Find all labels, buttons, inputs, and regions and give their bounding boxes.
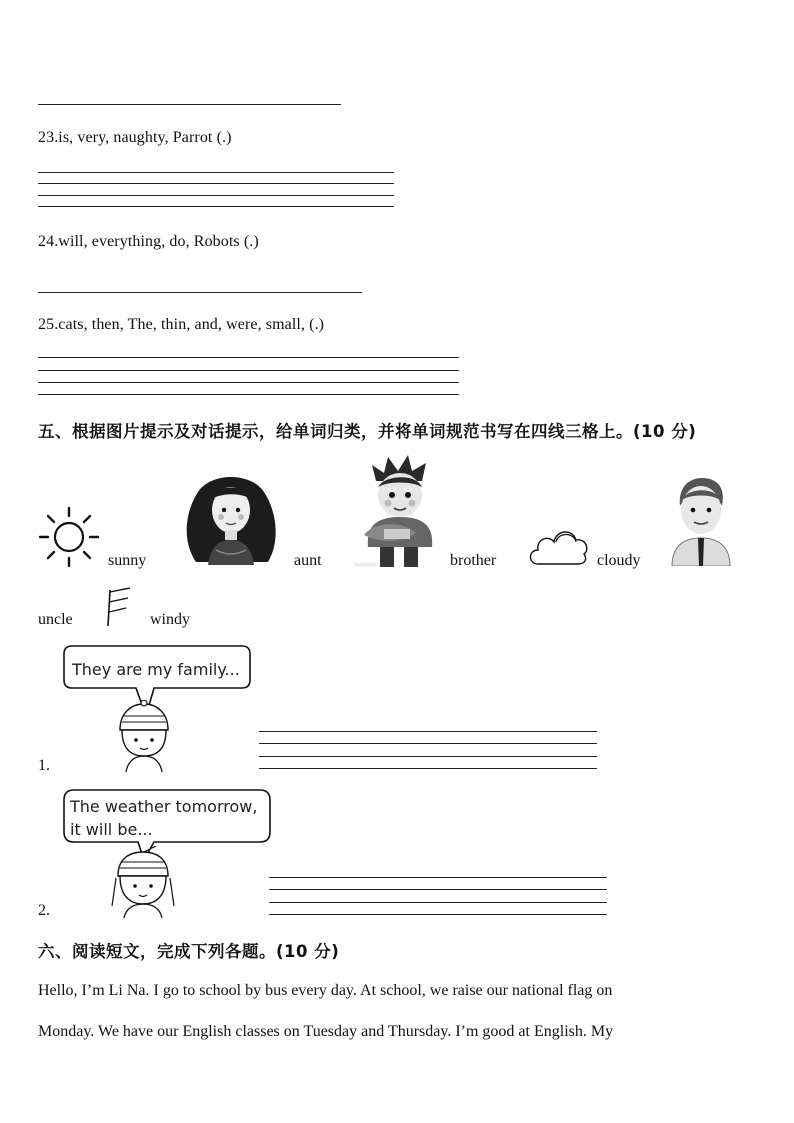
question-24: 24.will, everything, do, Robots (.)	[38, 233, 259, 250]
word-windy: windy	[150, 611, 190, 628]
four-line-grid-line	[259, 743, 597, 744]
four-line-grid-line	[259, 731, 597, 732]
speech-text-line-2: it will be...	[70, 820, 153, 839]
boy-picture	[112, 700, 176, 772]
four-line-grid-line	[38, 195, 394, 196]
section-5-title: 五、根据图片提示及对话提示，给单词归类，并将单词规范书写在四线三格上。(10 分)	[38, 422, 697, 441]
four-line-grid-line	[38, 172, 394, 173]
four-line-grid-line	[38, 183, 394, 184]
cloud-icon	[526, 520, 590, 568]
four-line-grid-line	[269, 902, 607, 903]
speech-text: They are my family...	[72, 660, 240, 679]
four-line-grid-line	[269, 889, 607, 890]
item-number-1: 1.	[38, 757, 50, 774]
question-23: 23.is, very, naughty, Parrot (.)	[38, 129, 232, 146]
four-line-grid-line	[38, 370, 459, 371]
word-sunny: sunny	[108, 552, 147, 569]
four-line-grid-line	[38, 357, 459, 358]
item-number-2: 2.	[38, 902, 50, 919]
passage-line-2: Monday. We have our English classes on Tuesday and Thursday. I’m good at English. My	[38, 1023, 614, 1040]
flag-icon	[104, 586, 138, 628]
four-line-grid-line	[269, 914, 607, 915]
four-line-grid-line	[269, 877, 607, 878]
four-line-grid-line	[38, 382, 459, 383]
uncle-picture	[670, 476, 732, 566]
girl-picture	[108, 846, 178, 918]
answer-line	[38, 292, 362, 293]
word-cloudy: cloudy	[597, 552, 641, 569]
four-line-grid-line	[259, 768, 597, 769]
answer-line	[38, 104, 341, 105]
four-line-grid-line	[38, 394, 459, 395]
word-brother: brother	[450, 552, 497, 569]
question-25: 25.cats, then, The, thin, and, were, small, (.)	[38, 316, 325, 333]
aunt-picture	[176, 470, 286, 565]
four-line-grid-line	[38, 206, 394, 207]
word-aunt: aunt	[294, 552, 322, 569]
section-6-title: 六、阅读短文，完成下列各题。(10 分)	[38, 942, 340, 961]
word-uncle: uncle	[38, 611, 73, 628]
brother-picture	[354, 455, 444, 567]
sun-icon	[38, 506, 100, 568]
speech-text-line-1: The weather tomorrow,	[70, 797, 258, 816]
passage-line-1: Hello, I’m Li Na. I go to school by bus every day. At school, we raise our national flag on	[38, 982, 613, 999]
four-line-grid-line	[259, 756, 597, 757]
